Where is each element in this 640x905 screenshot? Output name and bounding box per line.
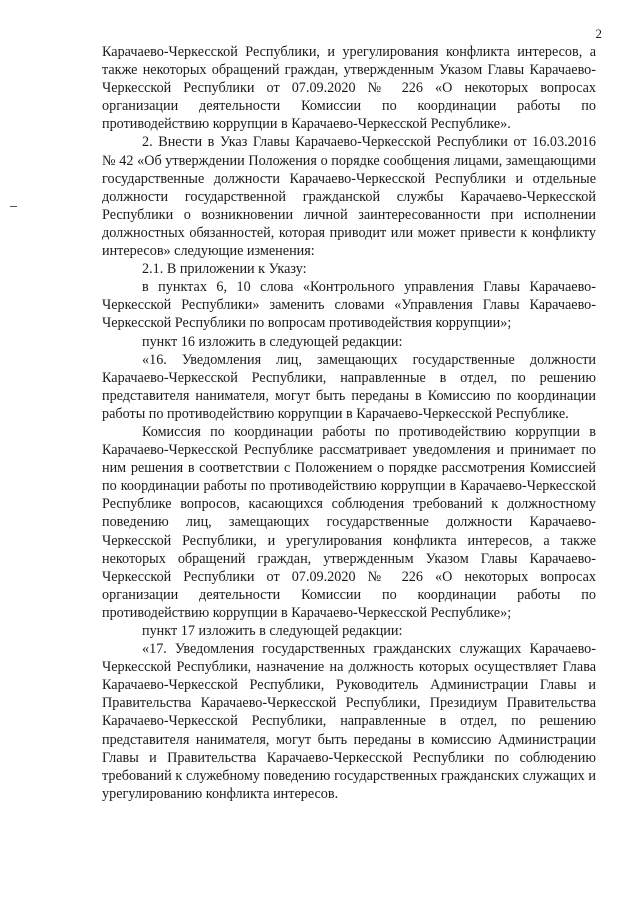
paragraph-point-17-text: «17. Уведомления государственных гражданских служащих Карачаево-Черкесской Республики, назначение на должность которых осуществляет Глава Карачаево-Черкесской Республики, Руководитель Администрации Главы и Правительства Карачаево-Черкесской Республики, Президиум Правительства Карачаево-Черкесской Республики, направленные в отдел, по решению представителя нанимателя, могут быть переданы в комиссию Администрации Главы и Правительства Карачаево-Черкесской Республики по соблюдению требований к служебному поведению государственных гражданских служащих и урегулированию конфликта интересов. — [102, 641, 596, 802]
margin-mark — [10, 206, 17, 207]
paragraph-item-2-1: 2.1. В приложении к Указу: — [142, 261, 307, 278]
document-body — [102, 43, 596, 803]
paragraph-continuation: Карачаево-Черкесской Республики, и урегулирования конфликта интересов, а также некоторых обращений граждан, утвержденным Указом Главы Карачаево-Черкесской Республики от 07.09.2020 № 226 «О некоторых вопросах организации деятельности Комиссии по координации работы по противодействию коррупции в Карачаево-Черкесской Республике». — [102, 44, 596, 133]
paragraph-item-2: 2. Внести в Указ Главы Карачаево-Черкесской Республики от 16.03.2016 № 42 «Об утверждении Положения о порядке сообщения лицами, замещающими государственные должности Карачаево-Черкесской Республики и отдельные должности государственной гражданской службы Карачаево-Черкесской Республики о возникновении личной заинтересованности при исполнении должностных обязанностей, которая приводит или может привести к конфликту интересов» следующие изменения: — [102, 134, 596, 260]
paragraph-points-6-10: в пунктах 6, 10 слова «Контрольного управления Главы Карачаево-Черкесской Республики» заменить словами «Управления Главы Карачаево-Черкесской Республики по вопросам противодействия коррупции»; — [102, 279, 596, 332]
page-number: 2 — [595, 26, 602, 41]
paragraph-commission: Комиссия по координации работы по противодействию коррупции в Карачаево-Черкесской Республике рассматривает уведомления и принимает по ним решения в соответствии с Положением о порядке рассмотрения Комиссией по координации работы по противодействию коррупции в Карачаево-Черкесской Республике вопросов, касающихся соблюдения требований к должностному поведению лиц, замещающих государственные должности Карачаево-Черкесской Республики, и урегулирования конфликта интересов, а также некоторых обращений граждан, утвержденным Указом Главы Карачаево-Черкесской Республики от 07.09.2020 № 226 «О некоторых вопросах организации деятельности Комиссии по координации работы по противодействию коррупции в Карачаево-Черкесской Республике»; — [102, 423, 596, 621]
paragraph-point-16-intro: пункт 16 изложить в следующей редакции: — [142, 333, 403, 350]
paragraph-point-17-intro: пункт 17 изложить в следующей редакции: — [142, 623, 403, 639]
paragraph-point-16-text: «16. Уведомления лиц, замещающих государственные должности Карачаево-Черкесской Республики, направленные в отдел, по решению представителя нанимателя, могут быть переданы в Комиссию по координации работы по противодействию коррупции в Карачаево-Черкесской Республике. — [102, 351, 596, 422]
